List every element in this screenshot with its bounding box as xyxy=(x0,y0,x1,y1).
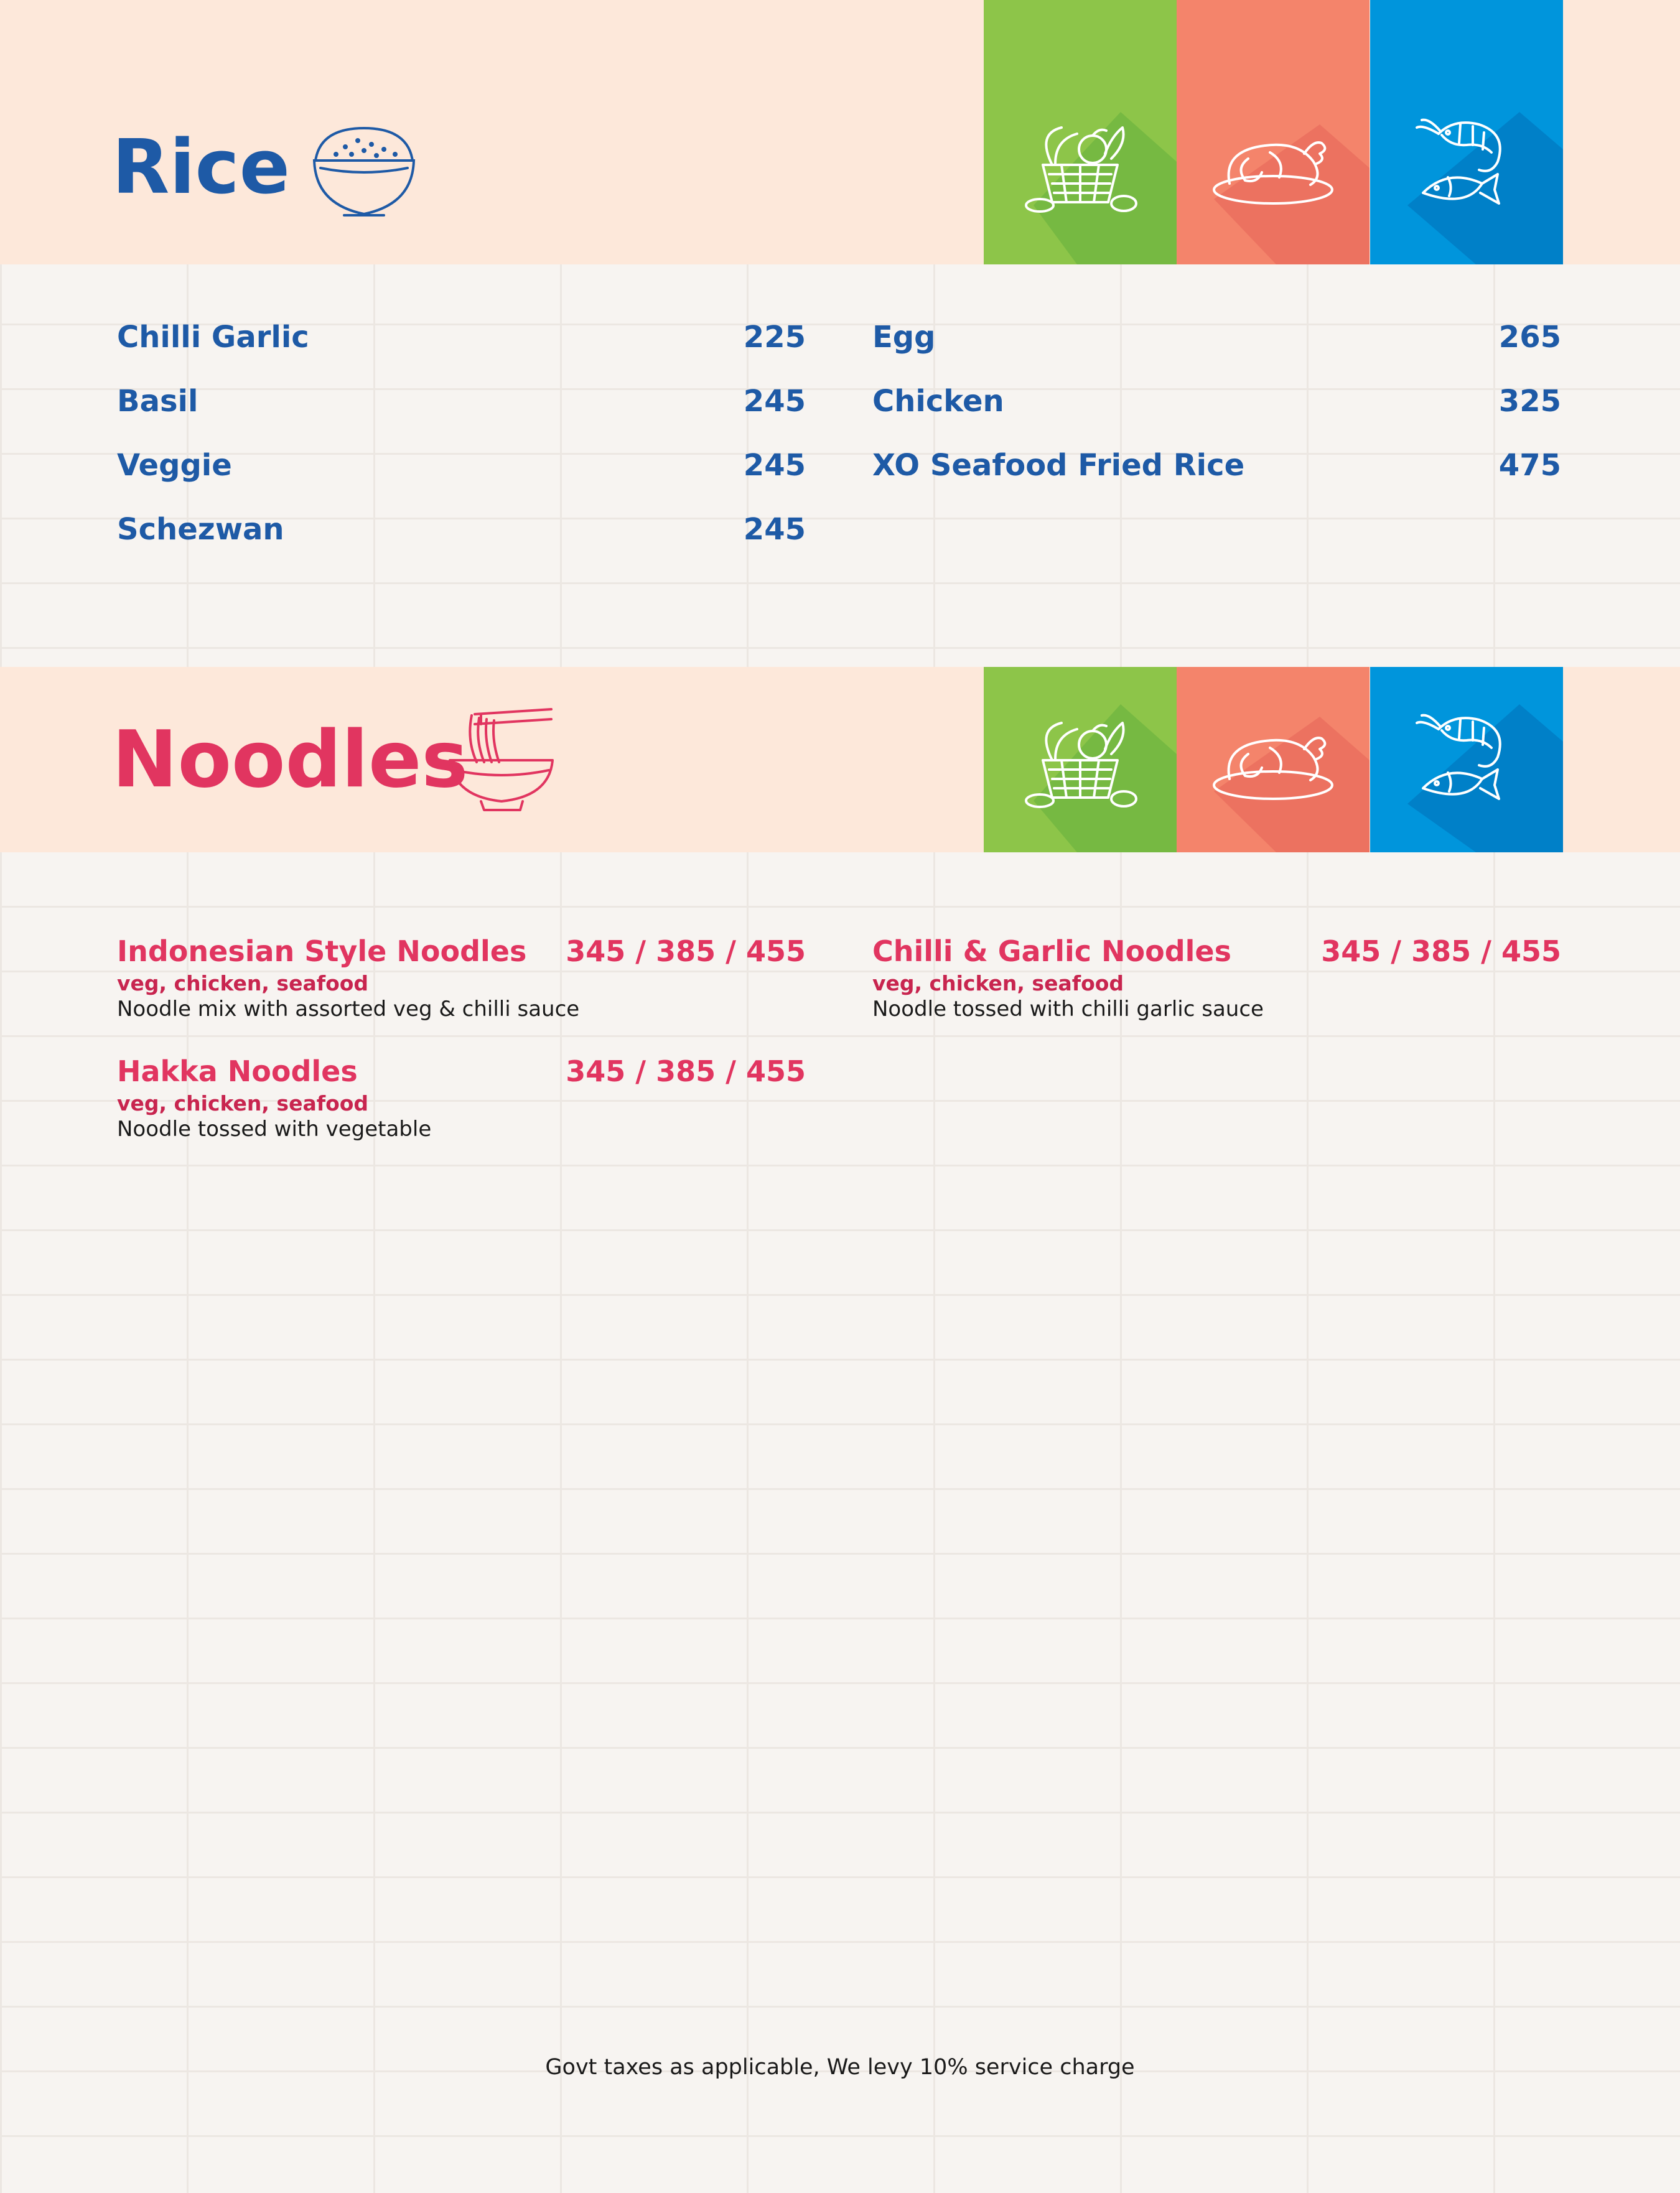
item-price: 475 xyxy=(1498,448,1561,483)
menu-item xyxy=(117,384,806,419)
item-options: veg, chicken, seafood xyxy=(872,971,1124,995)
noodle-bowl-icon xyxy=(447,703,556,815)
item-price: 245 xyxy=(743,384,806,419)
menu-item xyxy=(872,448,1561,483)
menu-item xyxy=(117,448,806,483)
item-price: 345 / 385 / 455 xyxy=(1321,934,1561,968)
meat-category-chip xyxy=(1177,667,1370,852)
item-options: veg, chicken, seafood xyxy=(117,1091,369,1115)
fish-prawn-icon xyxy=(1404,115,1529,215)
item-name: Chicken xyxy=(872,384,1004,419)
menu-item xyxy=(117,512,806,547)
vegetable-basket-icon xyxy=(1018,710,1142,810)
item-name: Egg xyxy=(872,320,936,355)
meat-category-chip xyxy=(1177,0,1370,264)
menu-item xyxy=(117,320,806,355)
item-name: Veggie xyxy=(117,448,232,483)
item-description: Noodle tossed with chilli garlic sauce xyxy=(872,997,1264,1022)
veg-category-chip xyxy=(984,667,1177,852)
fish-prawn-icon xyxy=(1404,710,1529,810)
roast-chicken-icon xyxy=(1211,710,1335,810)
roast-chicken-icon xyxy=(1211,115,1335,215)
item-name: Hakka Noodles xyxy=(117,1055,358,1088)
item-description: Noodle mix with assorted veg & chilli sauce xyxy=(117,997,580,1022)
item-options: veg, chicken, seafood xyxy=(117,971,369,995)
seafood-category-chip xyxy=(1370,667,1563,852)
noodle-item xyxy=(117,1057,806,1140)
item-price: 245 xyxy=(743,448,806,483)
seafood-category-chip xyxy=(1370,0,1563,264)
item-name: Chilli & Garlic Noodles xyxy=(872,934,1231,968)
item-name: Basil xyxy=(117,384,198,419)
menu-item xyxy=(872,384,1561,419)
noodles-section-title: Noodles xyxy=(112,714,469,805)
item-price: 265 xyxy=(1498,320,1561,355)
noodle-item xyxy=(117,934,806,1022)
noodle-item xyxy=(872,934,1561,1022)
tax-service-note: Govt taxes as applicable, We levy 10% service charge xyxy=(545,2055,1135,2080)
item-name: Chilli Garlic xyxy=(117,320,309,355)
veg-category-chip xyxy=(984,0,1177,264)
item-name: Schezwan xyxy=(117,512,284,547)
item-price: 345 / 385 / 455 xyxy=(566,1055,806,1088)
item-name: Indonesian Style Noodles xyxy=(117,934,527,968)
item-price: 225 xyxy=(743,320,806,355)
item-price: 245 xyxy=(743,512,806,547)
item-description: Noodle tossed with vegetable xyxy=(117,1117,432,1142)
vegetable-basket-icon xyxy=(1018,115,1142,215)
menu-item xyxy=(872,320,1561,355)
rice-bowl-icon xyxy=(308,122,420,221)
item-price: 345 / 385 / 455 xyxy=(566,934,806,968)
item-price: 325 xyxy=(1498,384,1561,419)
rice-section-title: Rice xyxy=(112,124,291,211)
item-name: XO Seafood Fried Rice xyxy=(872,448,1245,483)
